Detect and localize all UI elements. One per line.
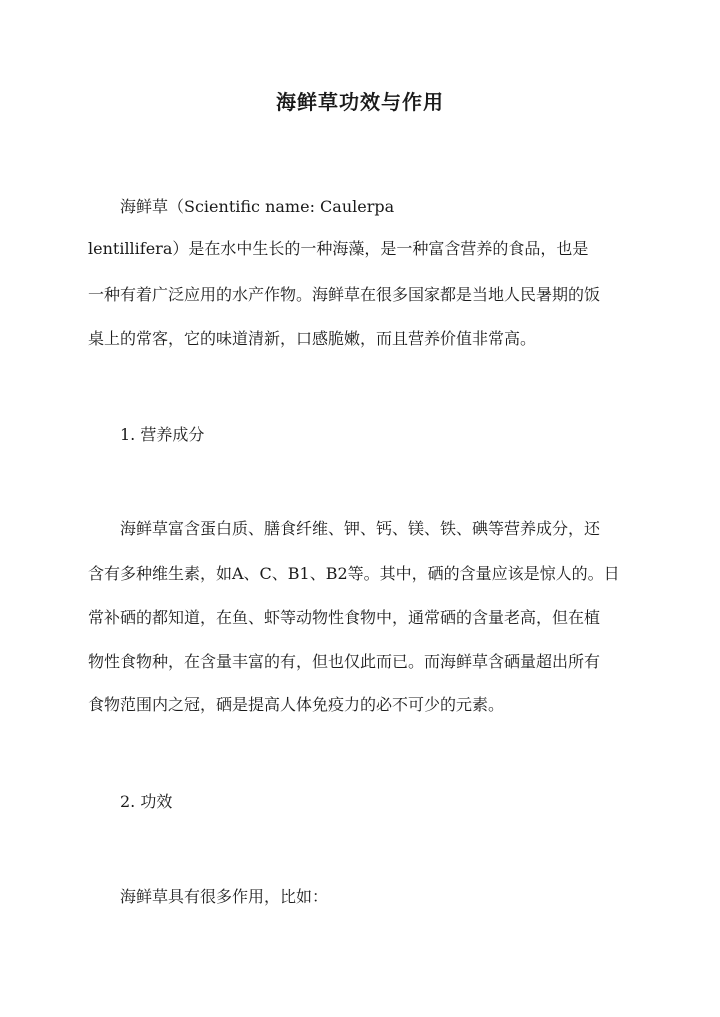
section-1-line-5: 食物范围内之冠，硒是提高人体免疫力的必不可少的元素。	[88, 695, 505, 714]
intro-line-3: 一种有着广泛应用的水产作物。海鲜草在很多国家都是当地人民暑期的饭	[88, 285, 601, 304]
intro-line-4: 桌上的常客，它的味道清新，口感脆嫩，而且营养价值非常高。	[88, 329, 537, 348]
section-1-heading: 1. 营养成分	[120, 425, 205, 444]
section-2-line-1: 海鲜草具有很多作用，比如：	[120, 887, 329, 906]
section-1-line-3: 常补硒的都知道，在鱼、虾等动物性食物中，通常硒的含量老高，但在植	[88, 608, 601, 627]
section-1-line-1: 海鲜草富含蛋白质、膳食纤维、钾、钙、镁、铁、碘等营养成分，还	[120, 519, 601, 538]
section-2-heading: 2. 功效	[120, 792, 173, 811]
intro-line-2: lentillifera）是在水中生长的一种海藻，是一种富含营养的食品，也是	[88, 239, 589, 258]
section-1-line-2: 含有多种维生素，如A、C、B1、B2等。其中，硒的含量应该是惊人的。日	[88, 564, 620, 583]
intro-line-1: 海鲜草（Scientific name: Caulerpa	[120, 197, 395, 216]
document-title: 海鲜草功效与作用	[276, 90, 444, 114]
section-1-line-4: 物性食物种，在含量丰富的有，但也仅此而已。而海鲜草含硒量超出所有	[88, 652, 601, 671]
